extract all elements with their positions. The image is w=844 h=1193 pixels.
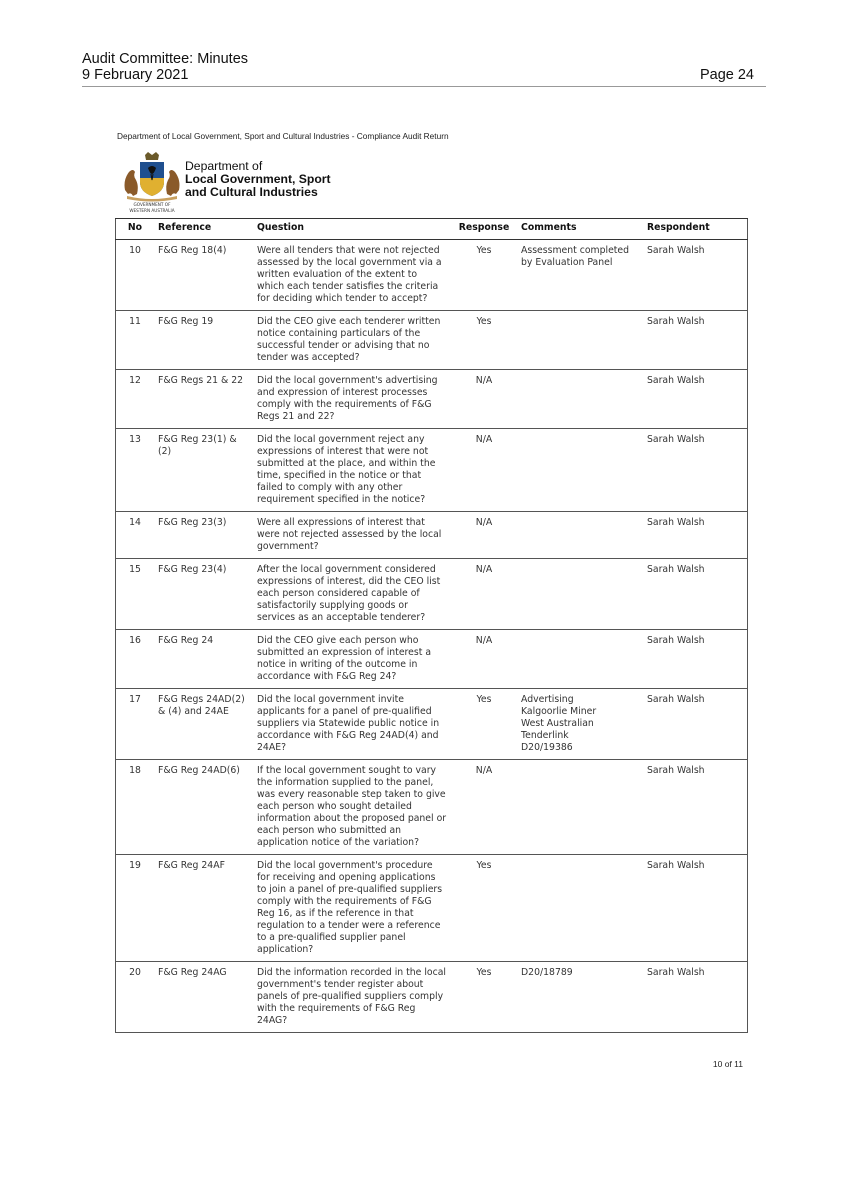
cell-response: N/A [451, 429, 517, 512]
cell-reference: F&G Reg 18(4) [154, 240, 253, 311]
table-row [116, 512, 748, 559]
cell-no: 15 [116, 559, 155, 630]
table-row [116, 429, 748, 512]
document-title: Audit Committee: Minutes [82, 51, 249, 67]
cell-comments [517, 559, 643, 630]
cell-response: Yes [451, 689, 517, 760]
cell-comments: Advertising Kalgoorlie Miner West Australian Tenderlink D20/19386 [517, 689, 643, 760]
cell-no: 16 [116, 630, 155, 689]
cell-question: Were all expressions of interest that were not rejected assessed by the local government? [253, 512, 451, 559]
cell-comments [517, 512, 643, 559]
cell-respondent: Sarah Walsh [643, 370, 748, 429]
cell-response: Yes [451, 240, 517, 311]
cell-no: 18 [116, 760, 155, 855]
header-divider [82, 86, 766, 87]
cell-question: Did the CEO give each person who submitted an expression of interest a notice in writing of the outcome in accordance with F&G Reg 24? [253, 630, 451, 689]
cell-respondent: Sarah Walsh [643, 512, 748, 559]
compliance-table [115, 218, 748, 1033]
dept-line-2: Local Government, Sport [185, 172, 331, 186]
cell-response: N/A [451, 370, 517, 429]
cell-respondent: Sarah Walsh [643, 855, 748, 962]
col-header-respondent: Respondent [643, 219, 748, 240]
table-row [116, 689, 748, 760]
cell-question: Did the local government invite applicants for a panel of pre-qualified suppliers via Statewide public notice in accordance with F&G Reg 24AD(4) and 24AE? [253, 689, 451, 760]
cell-question: Did the local government's procedure for receiving and opening applications to join a panel of pre-qualified suppliers comply with the requirements of F&G Reg 16, as if the reference in that regulation to a tender were a reference to a pre-qualified supplier panel application? [253, 855, 451, 962]
col-header-reference: Reference [154, 219, 253, 240]
cell-response: N/A [451, 559, 517, 630]
dept-line-3: and Cultural Industries [185, 185, 318, 199]
table-row [116, 855, 748, 962]
table-row [116, 559, 748, 630]
cell-reference: F&G Regs 21 & 22 [154, 370, 253, 429]
document-date: 9 February 2021 [82, 67, 189, 83]
return-subtitle: Department of Local Government, Sport and Cultural Industries - Compliance Audit Return [117, 131, 449, 141]
cell-respondent: Sarah Walsh [643, 311, 748, 370]
cell-no: 12 [116, 370, 155, 429]
cell-question: If the local government sought to vary the information supplied to the panel, was every reasonable step taken to give each person who sought detailed information about the proposed panel or each person who submitted an application notice of the variation? [253, 760, 451, 855]
dept-line-1: Department of [185, 159, 263, 173]
cell-comments [517, 429, 643, 512]
cell-respondent: Sarah Walsh [643, 760, 748, 855]
cell-respondent: Sarah Walsh [643, 429, 748, 512]
cell-no: 20 [116, 962, 155, 1033]
cell-comments [517, 370, 643, 429]
wa-government-crest-logo [119, 152, 185, 214]
table-row [116, 311, 748, 370]
cell-comments [517, 311, 643, 370]
cell-response: Yes [451, 311, 517, 370]
cell-reference: F&G Reg 23(4) [154, 559, 253, 630]
cell-comments [517, 630, 643, 689]
svg-text:GOVERNMENT OF: GOVERNMENT OF [133, 202, 171, 207]
cell-comments: Assessment completed by Evaluation Panel [517, 240, 643, 311]
cell-question: Were all tenders that were not rejected assessed by the local government via a written evaluation of the extent to which each tender satisfies the criteria for deciding which tender to accept? [253, 240, 451, 311]
cell-response: N/A [451, 760, 517, 855]
cell-respondent: Sarah Walsh [643, 689, 748, 760]
cell-reference: F&G Reg 24AF [154, 855, 253, 962]
cell-respondent: Sarah Walsh [643, 962, 748, 1033]
cell-no: 11 [116, 311, 155, 370]
cell-comments: D20/18789 [517, 962, 643, 1033]
cell-no: 17 [116, 689, 155, 760]
table-row [116, 240, 748, 311]
col-header-comments: Comments [517, 219, 643, 240]
cell-no: 14 [116, 512, 155, 559]
cell-response: N/A [451, 630, 517, 689]
table-row [116, 370, 748, 429]
cell-reference: F&G Reg 23(3) [154, 512, 253, 559]
cell-question: Did the CEO give each tenderer written notice containing particulars of the successful tender or advising that no tender was accepted? [253, 311, 451, 370]
cell-reference: F&G Reg 24 [154, 630, 253, 689]
cell-question: Did the local government reject any expressions of interest that were not submitted at the place, and within the time, specified in the notice or that failed to comply with any other requirement specified in the notice? [253, 429, 451, 512]
cell-response: Yes [451, 962, 517, 1033]
cell-no: 19 [116, 855, 155, 962]
cell-respondent: Sarah Walsh [643, 559, 748, 630]
table-row [116, 962, 748, 1033]
cell-response: Yes [451, 855, 517, 962]
cell-question: Did the information recorded in the local government's tender register about panels of pre-qualified suppliers comply with the requirements of F&G Reg 24AG? [253, 962, 451, 1033]
table-row [116, 630, 748, 689]
page-number: Page 24 [699, 67, 754, 83]
cell-no: 13 [116, 429, 155, 512]
svg-text:WESTERN AUSTRALIA: WESTERN AUSTRALIA [129, 208, 175, 213]
cell-question: Did the local government's advertising and expression of interest processes comply with the requirements of F&G Regs 21 and 22? [253, 370, 451, 429]
cell-comments [517, 760, 643, 855]
cell-reference: F&G Reg 19 [154, 311, 253, 370]
cell-question: After the local government considered expressions of interest, did the CEO list each person considered capable of satisfactorily supplying goods or services as an acceptable tenderer? [253, 559, 451, 630]
cell-respondent: Sarah Walsh [643, 630, 748, 689]
cell-response: N/A [451, 512, 517, 559]
table-row [116, 760, 748, 855]
table-header-row [116, 219, 748, 240]
cell-reference: F&G Reg 23(1) & (2) [154, 429, 253, 512]
department-name [185, 160, 331, 199]
cell-respondent: Sarah Walsh [643, 240, 748, 311]
page-counter: 10 of 11 [712, 1059, 743, 1069]
col-header-response: Response [451, 219, 517, 240]
col-header-question: Question [253, 219, 451, 240]
cell-reference: F&G Reg 24AG [154, 962, 253, 1033]
cell-reference: F&G Regs 24AD(2) & (4) and 24AE [154, 689, 253, 760]
cell-no: 10 [116, 240, 155, 311]
col-header-no: No [116, 219, 155, 240]
cell-comments [517, 855, 643, 962]
cell-reference: F&G Reg 24AD(6) [154, 760, 253, 855]
